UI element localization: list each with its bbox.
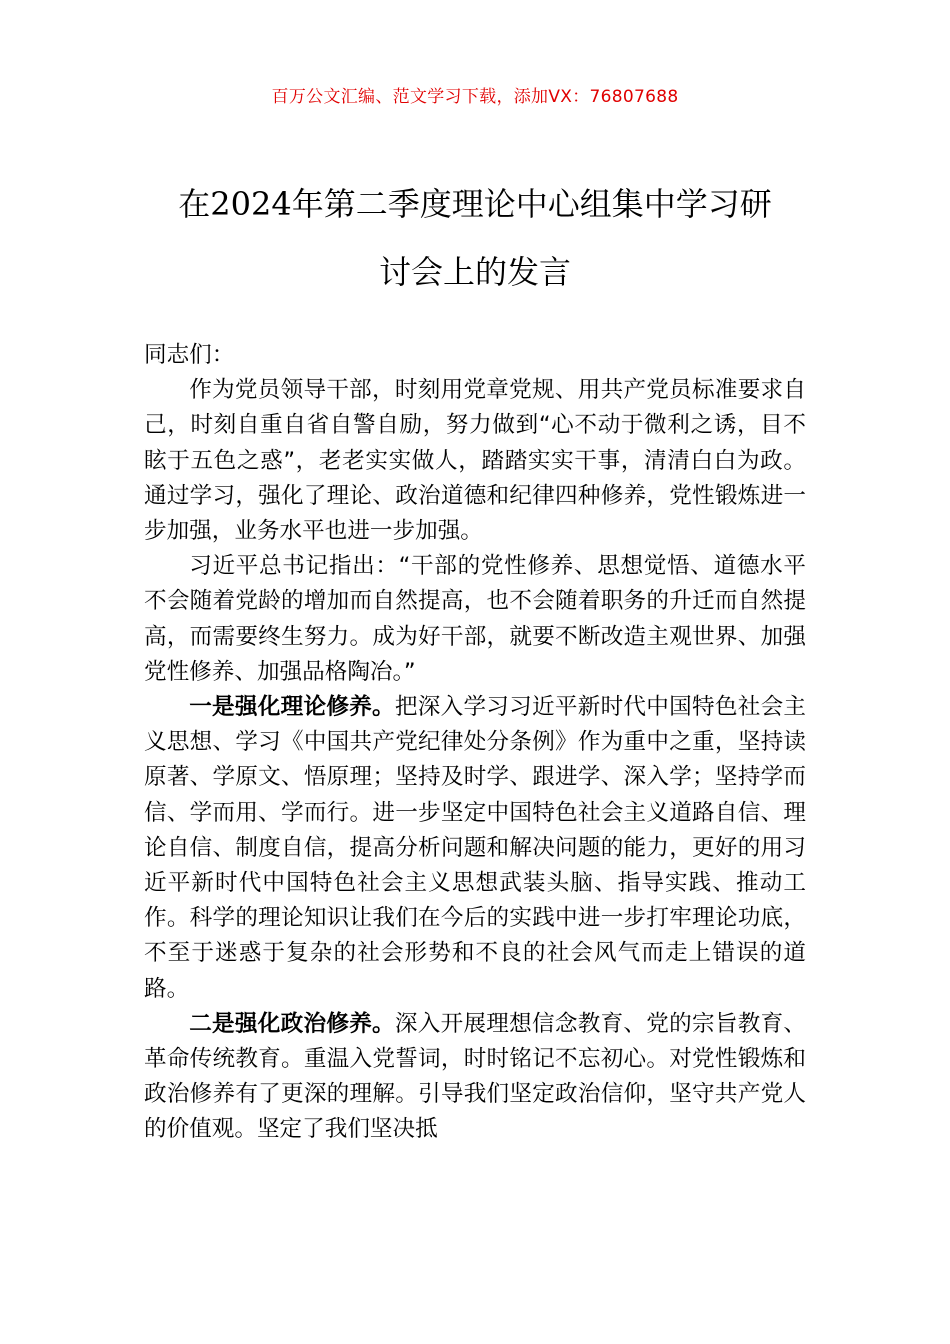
paragraph-3-heading: 一是强化理论修养。 (189, 694, 395, 721)
salutation: 同志们： (144, 342, 235, 368)
paragraph-4-text: 深入开展理想信念教育、党的宗旨教育、革命传统教育。重温入党誓词，时时铭记不忘初心。对党性锻炼和政治修养有了更深的理解。引导我们坚定政治信仰，坚守共产党人的价值观。坚定了我们坚决抵 (144, 1010, 807, 1143)
paragraph-4 (144, 1007, 806, 1148)
paragraph-3-text: 把深入学习习近平新时代中国特色社会主义思想、学习《中国共产党纪律处分条例》作为重中之重，坚持读原著、学原文、悟原理；坚持及时学、跟进学、深入学；坚持学而信、学而用、学而行。进一步坚定中国特色社会主义道路自信、理论自信、制度自信，提高分析问题和解决问题的能力，更好的用习近平新时代中国特色社会主义思想武装头脑、指导实践、推动工作。科学的理论知识让我们在今后的实践中进一步打牢理论功底，不至于迷惑于复杂的社会形势和不良的社会风气而走上错误的道路。 (144, 694, 807, 1002)
document-body (144, 338, 806, 1148)
document-title-line-2: 讨会上的发言 (378, 253, 571, 291)
header-note: 百万公文汇编、范文学习下载，添加VX：76807688 (271, 87, 679, 107)
document-title-line-1: 在2024年第二季度理论中心组集中学习研 (178, 185, 772, 223)
paragraph-2: 习近平总书记指出：“干部的党性修养、思想觉悟、道德水平不会随着党龄的增加而自然提高，也不会随着职务的升迁而自然提高，而需要终生努力。成为好干部，就要不断改造主观世界、加强党性修养、加强品格陶冶。” (144, 553, 806, 685)
paragraph-1: 作为党员领导干部，时刻用党章党规、用共产党员标准要求自己，时刻自重自省自警自励，努力做到“心不动于微利之诱，目不眩于五色之惑”，老老实实做人，踏踏实实干事，清清白白为政。通过学习，强化了理论、政治道德和纪律四种修养，党性锻炼进一步加强，业务水平也进一步加强。 (144, 377, 806, 545)
paragraph-3 (144, 690, 806, 1007)
paragraph-4-heading: 二是强化政治修养。 (189, 1010, 395, 1037)
